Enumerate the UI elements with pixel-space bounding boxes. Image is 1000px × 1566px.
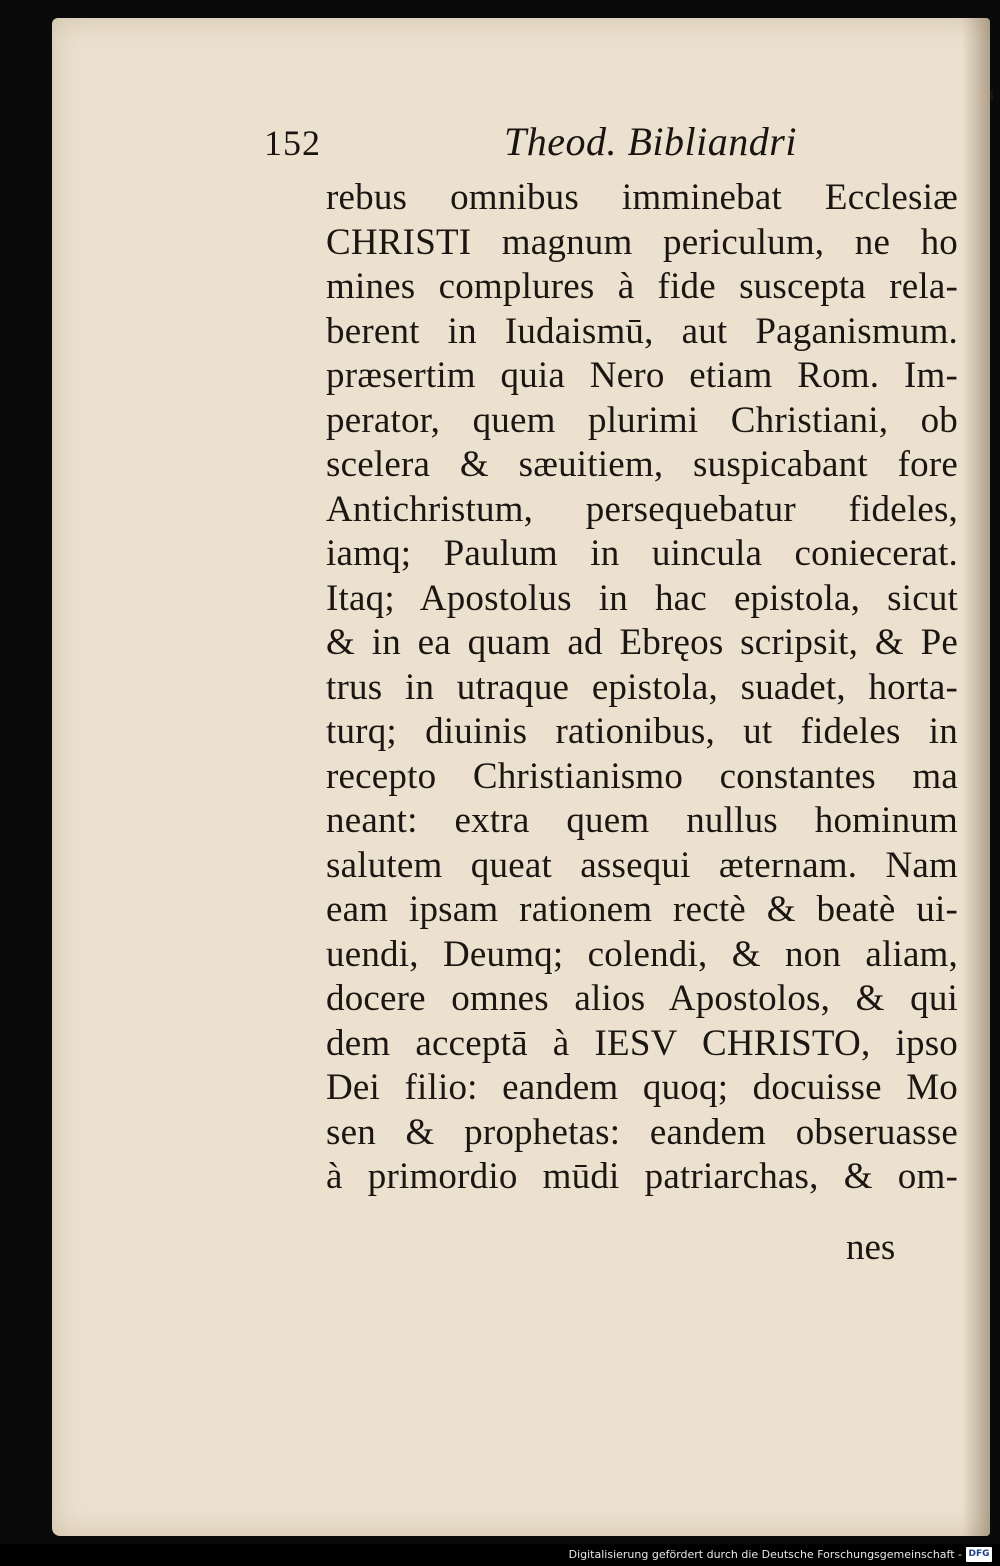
text-line: recepto Christianismo constantes ma bbox=[326, 755, 958, 797]
text-line: trus in utraque epistola, suadet, horta- bbox=[326, 666, 958, 708]
funding-credit: Digitalisierung gefördert durch die Deutsche Forschungsgemeinschaft - bbox=[568, 1548, 962, 1561]
text-line: turq; diuinis rationibus, ut fideles in bbox=[326, 711, 958, 752]
text-line: salutem queat assequi æternam. Nam bbox=[326, 844, 958, 886]
body-text bbox=[326, 176, 958, 1200]
catchword: nes bbox=[846, 1227, 896, 1268]
text-line: rebus omnibus imminebat Ecclesiæ bbox=[326, 177, 958, 218]
running-head: Theod. Bibliandri bbox=[504, 119, 797, 164]
dfg-logo: DFG bbox=[966, 1547, 992, 1562]
text-line: perator, quem plurimi Christiani, ob bbox=[326, 399, 958, 441]
text-line: mines complures à fide susceptа rela- bbox=[326, 266, 958, 307]
text-line: CHRISTI magnum periculum, ne ho bbox=[326, 221, 958, 263]
text-line: neant: extra quem nullus hominum bbox=[326, 800, 958, 841]
text-line: uendi, Deumq; colendi, & non aliam, bbox=[326, 933, 958, 975]
text-line: Antichristum, persequebatur fideles, bbox=[326, 488, 958, 530]
page-header bbox=[264, 108, 904, 168]
text-line: berent in Iudaismū, aut Paganismum. bbox=[326, 310, 958, 352]
text-line: à primordio mūdi patriarchas, & om- bbox=[326, 1156, 958, 1197]
page-number: 152 bbox=[264, 123, 321, 163]
text-line: docere omnes alios Apostolos, & qui bbox=[326, 978, 958, 1019]
text-line: præsertim quia Nero etiam Rom. Im- bbox=[326, 355, 958, 396]
text-line: Itaq; Apostolus in hac epistola, sicut bbox=[326, 577, 958, 619]
text-line: Dei filio: eandem quoq; docuisse Mo bbox=[326, 1067, 958, 1108]
text-line: & in ea quam ad Ebręos scripsit, & Pe bbox=[326, 622, 958, 663]
text-line: eam ipsam rationem rectè & beatè ui- bbox=[326, 889, 958, 930]
footer-bar bbox=[0, 1544, 1000, 1566]
text-line: iamq; Paulum in uincula coniecerat. bbox=[326, 533, 958, 574]
text-line: sen & prophetas: eandem obseruasse bbox=[326, 1111, 958, 1153]
page-edge-mark bbox=[990, 90, 993, 100]
text-line: dem acceptā à IESV CHRISTO, ipso bbox=[326, 1022, 958, 1064]
text-line: scelera & sæuitiem, suspicabant fore bbox=[326, 444, 958, 485]
